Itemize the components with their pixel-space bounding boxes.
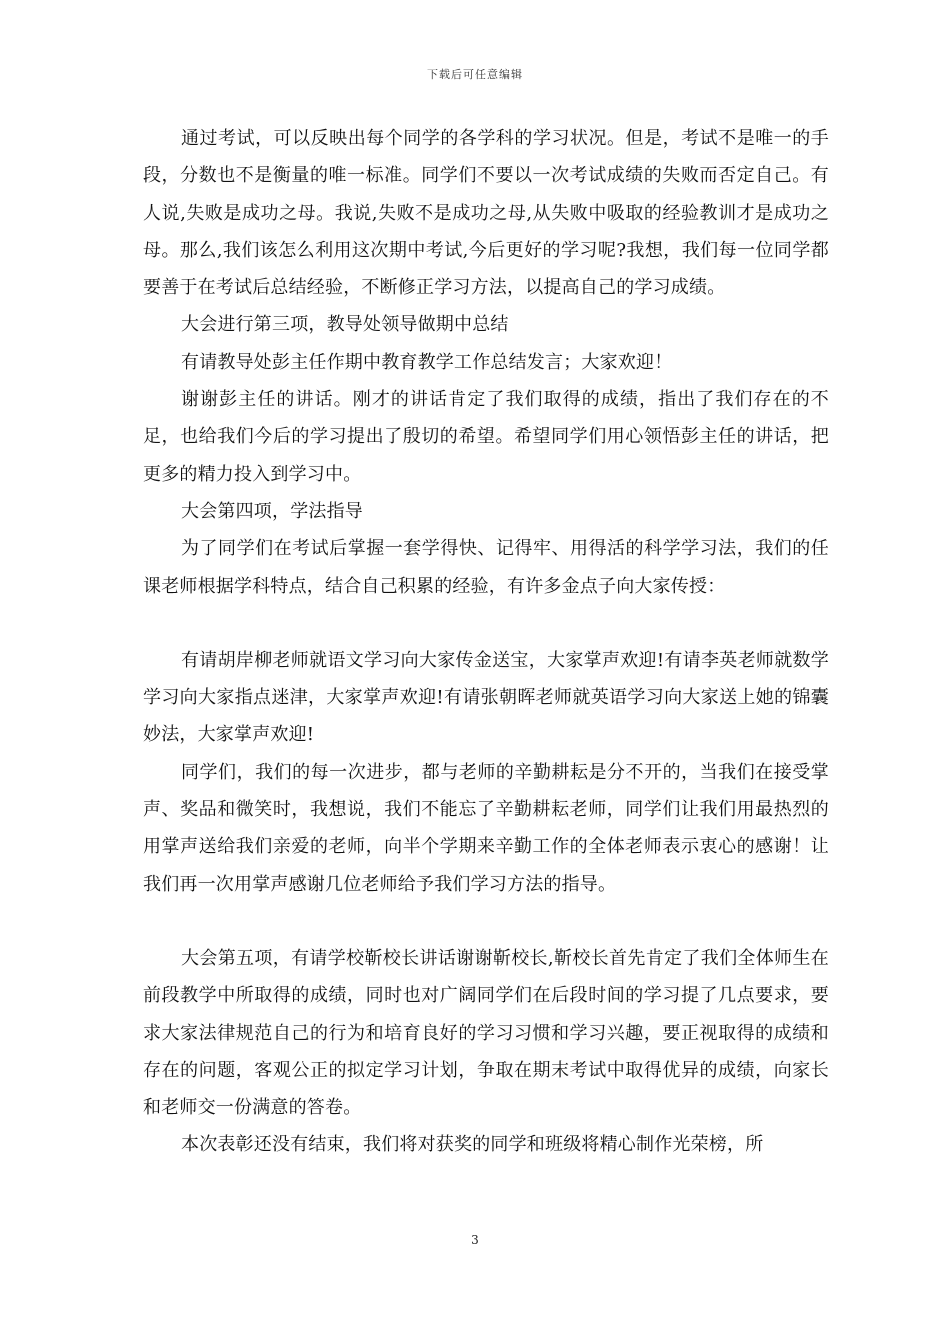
page-number: 3 xyxy=(471,1233,479,1247)
paragraph-study-methods-intro: 为了同学们在考试后掌握一套学得快、记得牢、用得活的科学学习法，我们的任课老师根据学科特点，结合自己积累的经验，有许多金点子向大家传授： xyxy=(143,538,829,597)
paragraph-agenda-item-five: 大会第五项，有请学校靳校长讲话谢谢靳校长,靳校长首先肯定了我们全体师生在前段教学中所取得的成绩，同时也对广阔同学们在后段时间的学习提了几点要求，要求大家法律规范自己的行为和培育良好的学习习惯和学习兴趣，要正视取得的成绩和存在的问题，客观公正的拟定学习计划，争取在期末考试中取得优异的成绩，向家长和老师交一份满意的答卷。 xyxy=(143,947,829,1119)
paragraph-agenda-item-four: 大会第四项，学法指导 xyxy=(181,500,363,522)
paragraph-thanks-director: 谢谢彭主任的讲话。刚才的讲话肯定了我们取得的成绩，指出了我们存在的不足，也给我们今后的学习提出了殷切的希望。希望同学们用心领悟彭主任的讲话，把更多的精力投入到学习中。 xyxy=(143,389,829,485)
paragraph-teacher-invitations: 有请胡岸柳老师就语文学习向大家传金送宝，大家掌声欢迎!有请李英老师就数学学习向大家指点迷津，大家掌声欢迎!有请张朝晖老师就英语学习向大家送上她的锦囊妙法，大家掌声欢迎! xyxy=(143,649,829,746)
header-note: 下载后可任意编辑 xyxy=(427,68,523,81)
paragraph-honor-roll: 本次表彰还没有结束，我们将对获奖的同学和班级将精心制作光荣榜，所 xyxy=(181,1134,764,1156)
paragraph-thank-teachers: 同学们，我们的每一次进步，都与老师的辛勤耕耘是分不开的，当我们在接受掌声、奖品和微笑时，我想说，我们不能忘了辛勤耕耘老师，同学们让我们用最热烈的用掌声送给我们亲爱的老师，向半个学期来辛勤工作的全体老师表示衷心的感谢！让我们再一次用掌声感谢几位老师给予我们学习方法的指导。 xyxy=(143,761,829,895)
document-body xyxy=(143,120,829,1164)
paragraph-invite-director: 有请教导处彭主任作期中教育教学工作总结发言；大家欢迎！ xyxy=(181,351,673,373)
paragraph-exam-reflection: 通过考试，可以反映出每个同学的各学科的学习状况。但是，考试不是唯一的手段，分数也不是衡量的唯一标准。同学们不要以一次考试成绩的失败而否定自己。有人说,失败是成功之母。我说,失败不是成功之母,从失败中吸取的经验教训才是成功之母。那么,我们该怎么利用这次期中考试,今后更好的学习呢?我想，我们每一位同学都要善于在考试后总结经验，不断修正学习方法，以提高自己的学习成绩。 xyxy=(143,128,829,299)
paragraph-spacer xyxy=(143,903,829,940)
paragraph-spacer xyxy=(143,605,829,642)
paragraph-agenda-item-three: 大会进行第三项，教导处领导做期中总结 xyxy=(181,314,509,336)
